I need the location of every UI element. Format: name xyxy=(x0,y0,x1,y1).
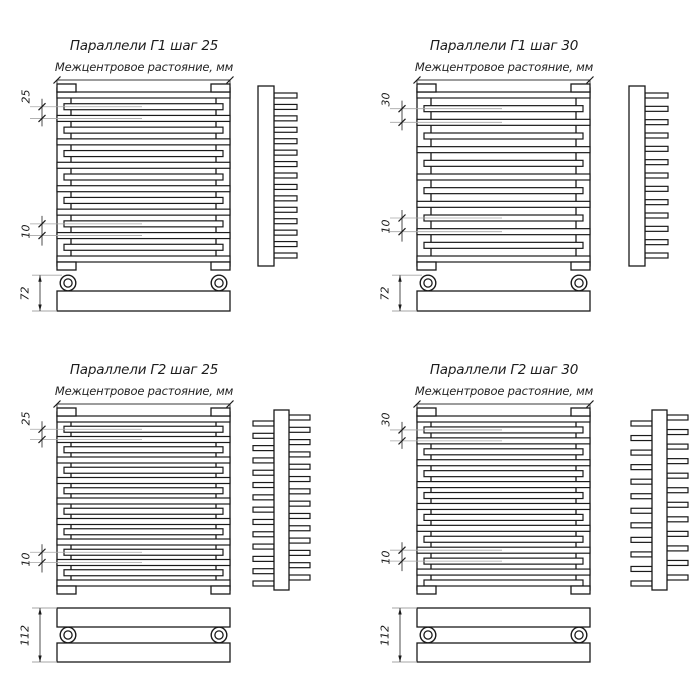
drawing-title: Параллели Г2 шаг 30 xyxy=(429,362,579,378)
drawing-subtitle: Межцентровое растояние, мм xyxy=(54,384,234,398)
drawing-title: Параллели Г2 шаг 25 xyxy=(69,362,219,378)
quadrant-g2-step30 xyxy=(360,324,700,700)
radiator-technical-drawing xyxy=(360,324,700,700)
base-dimension-label: 72 xyxy=(18,286,32,301)
base-dimension-label: 112 xyxy=(18,624,32,646)
step-dimension-label: 30 xyxy=(379,412,393,427)
drawing-subtitle: Межцентровое растояние, мм xyxy=(414,60,594,74)
gap-dimension-label: 10 xyxy=(19,224,33,239)
drawing-title: Параллели Г1 шаг 30 xyxy=(429,38,579,54)
radiator-technical-drawing xyxy=(0,324,350,700)
drawing-subtitle: Межцентровое растояние, мм xyxy=(414,384,594,398)
quadrant-g2-step25 xyxy=(0,324,350,700)
drawing-title: Параллели Г1 шаг 25 xyxy=(69,38,219,54)
step-dimension-label: 25 xyxy=(19,89,33,104)
quadrant-g1-step30 xyxy=(360,0,700,376)
step-dimension-label: 25 xyxy=(19,411,33,426)
radiator-technical-drawing xyxy=(0,0,350,376)
gap-dimension-label: 10 xyxy=(379,550,393,565)
drawing-subtitle: Межцентровое растояние, мм xyxy=(54,60,234,74)
gap-dimension-label: 10 xyxy=(379,219,393,234)
step-dimension-label: 30 xyxy=(379,92,393,107)
base-dimension-label: 72 xyxy=(378,286,392,301)
radiator-technical-drawing xyxy=(360,0,700,376)
quadrant-g1-step25 xyxy=(0,0,350,376)
base-dimension-label: 112 xyxy=(378,624,392,646)
gap-dimension-label: 10 xyxy=(19,552,33,567)
